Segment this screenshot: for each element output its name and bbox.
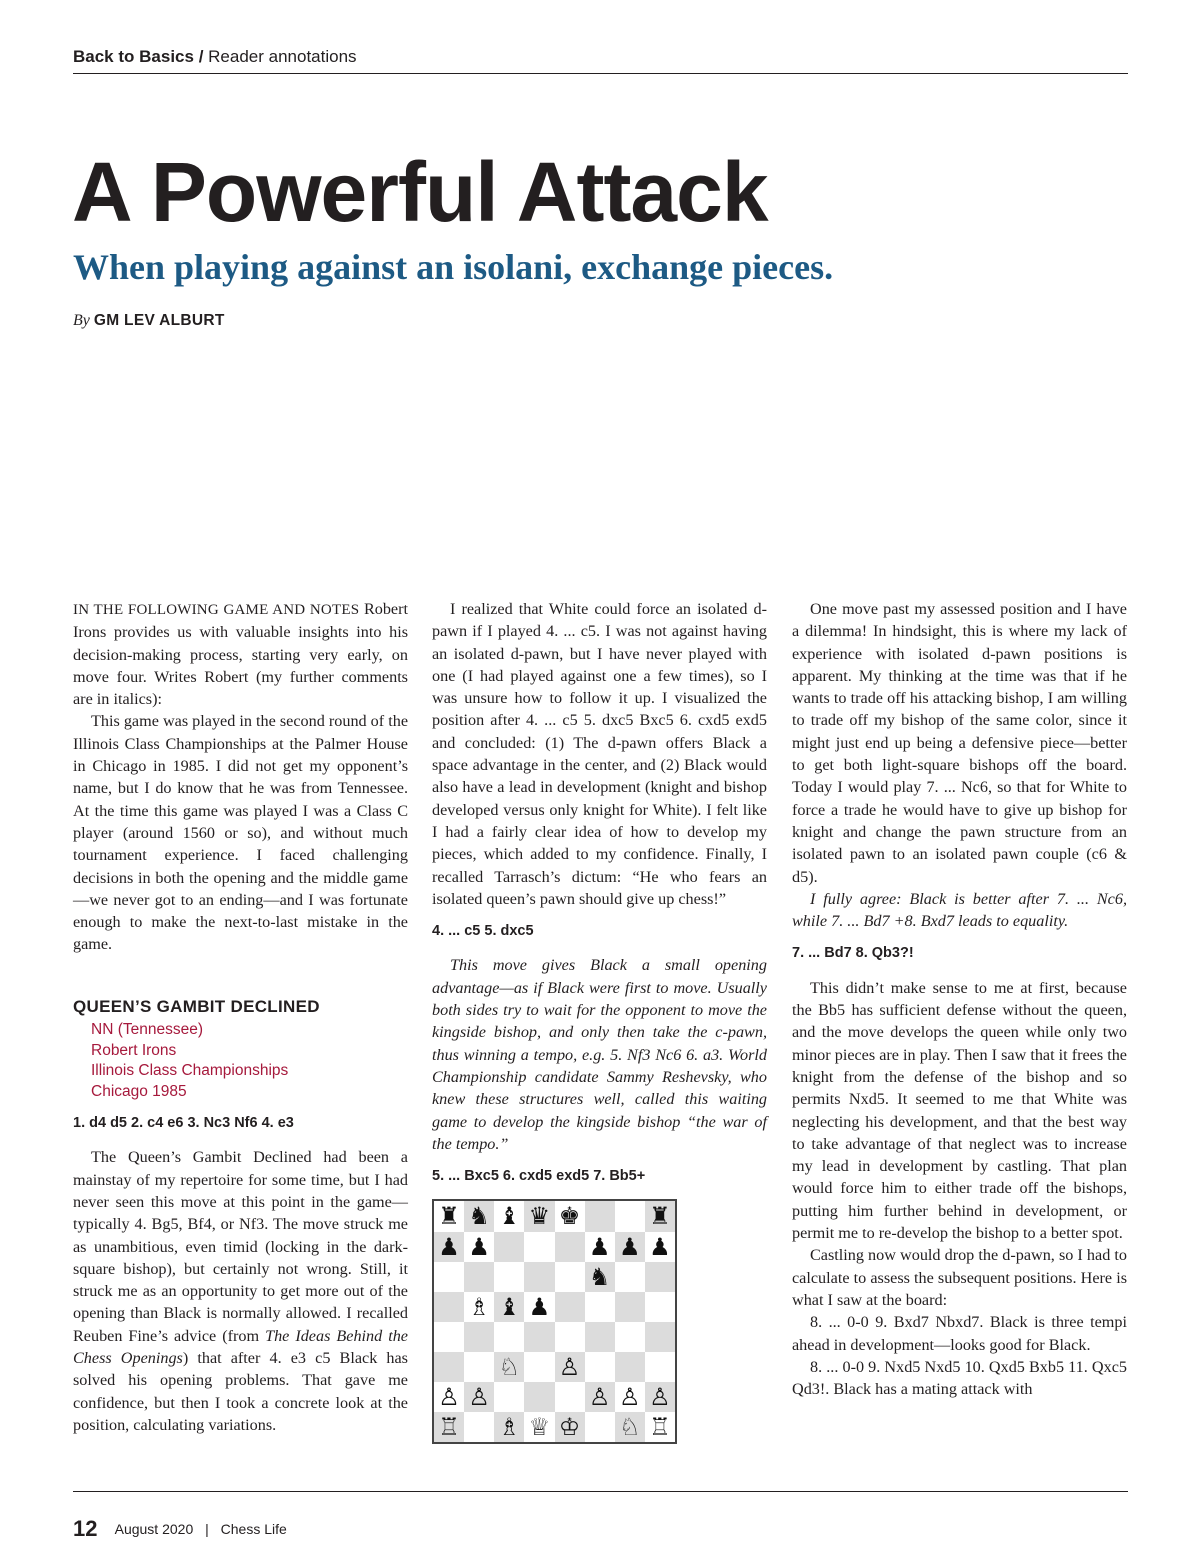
game-info-event: Illinois Class Championships [91,1062,289,1080]
board-square [585,1292,615,1322]
chess-piece-square: ♚ [555,1201,585,1231]
game-heading: QUEEN’S GAMBIT DECLINED [73,996,320,1016]
paragraph [73,598,408,710]
chess-piece-square: ♙ [645,1382,675,1412]
chess-piece-square: ♟ [524,1292,554,1322]
board-square [555,1382,585,1412]
board-square [585,1322,615,1352]
board-square [645,1262,675,1292]
board-square [585,1352,615,1382]
book-title: The Ideas Behind the Chess Openings [73,1326,408,1368]
paragraph: 8. ... 0-0 9. Bxd7 Nbxd7. Black is three tempi ahead in development—looks good for Black. [792,1313,1127,1354]
chess-piece-square: ♟ [615,1232,645,1262]
board-square [494,1232,524,1262]
lead-in-caps: IN THE FOLLOWING GAME AND NOTES [73,602,360,618]
board-square [524,1262,554,1292]
board-square [464,1322,494,1352]
section-slash: / [198,47,204,66]
column-3 [792,598,1127,1400]
chess-piece-square: ♛ [524,1201,554,1231]
paragraph: Castling now would drop the d-pawn, so I had to calculate to assess the subsequent positions. Here is what I saw at the board: [792,1246,1127,1309]
chess-piece-square: ♙ [464,1382,494,1412]
board-square [434,1322,464,1352]
column-1 [73,598,408,1436]
board-square [645,1352,675,1382]
chess-piece-square: ♘ [615,1412,645,1442]
subsection-name: Reader annotations [208,47,357,66]
chess-piece-square: ♗ [494,1412,524,1442]
paragraph-text: The Queen’s Gambit Declined had been a mainstay of my repertoire for some time, but I had never seen this move at this point in the game—typically 4. Bg5, Bf4, or Nf3. The move struck me as unambitious, even timid (locking in the dark-square bishop), but certainly not wrong. Still, it struck me as an opportunity to get more out of the opening than Black is normally allowed. I recalled Reuben Fine’s advice (from [73,1148,408,1345]
page-footer [73,1516,287,1542]
section-header [73,47,1128,74]
board-square [524,1322,554,1352]
board-square [645,1322,675,1352]
board-square [555,1322,585,1352]
paragraph-text: Robert Irons provides us with valuable insights into his decision-making process, starting very early, on move four. Writes Robert (my further comments are in italics): [73,600,409,709]
board-square [555,1292,585,1322]
chess-piece-square: ♟ [585,1232,615,1262]
annotation-paragraph: This move gives Black a small opening advantage—as if Black were first to move. Usually both sides try to wait for the opponent to move the kingside bishop, and only then take the c-pawn, thus winning a tempo, e.g. 5. Nf3 Nc6 6. a3. World Championship candidate Sammy Reshevsky, who knew these structures well, called this waiting game to develop the kingside bishop “the war of the tempo.” [432,956,767,1153]
chess-piece-square: ♘ [494,1352,524,1382]
paragraph: I realized that White could force an isolated d-pawn if I played 4. ... c5. I was not against having an isolated d-pawn, but I have never played with one (I had played against one a few times), so I was unsure how to follow it up. I visualized the position after 4. ... c5 5. dxc5 Bxc5 6. cxd5 exd5 and concluded: (1) The d-pawn offers Black a space advantage in the center, and (2) Black would also have a lead in development (knight and bishop developed versus only knight for White). I felt like I had a fairly clear idea of how to develop my pieces, which added to my confidence. Finally, I recalled Tarrasch’s dictum: “He who fears an isolated queen’s pawn should give up chess!” [432,600,767,908]
chess-piece-square: ♟ [645,1232,675,1262]
board-square [434,1262,464,1292]
board-square [585,1201,615,1231]
chess-piece-square: ♝ [494,1292,524,1322]
board-square [585,1412,615,1442]
byline-by: By [73,312,90,329]
board-square [524,1232,554,1262]
chess-piece-square: ♟ [464,1232,494,1262]
move-line: 5. ... Bxc5 6. cxd5 exd5 7. Bb5+ [432,1168,646,1185]
paragraph: One move past my assessed position and I have a dilemma! In hindsight, this is where my lack of experience with isolated d-pawn positions is apparent. My thinking at the time was that if he wants to trade off his attacking bishop, I am willing to trade off my bishop of the same color, since it might just end up being a defensive piece—better to get both light-square bishops off the board. Today I would play 7. ... Nc6, so that for White to force a trade he would have to give up bishop for knight and change the pawn structure from an isolated pawn to an isolated pawn couple (c6 & d5). [792,600,1127,886]
paragraph: 8. ... 0-0 9. Nxd5 Nxd5 10. Qxd5 Bxb5 11. Qxc5 Qd3!. Black has a mating attack with [792,1357,1127,1399]
footer-separator: | [205,1521,209,1537]
paragraph: This didn’t make sense to me at first, because the Bb5 has sufficient defense without the queen, and the move develops the queen while only two minor pieces are in play. Then I saw that it frees the knight from the defense of the bishop and so permits Nxd5. It seemed to me that White was neglecting his development, and that the best way to take advantage of that neglect was to increase my lead in development by castling. That plan would force him to either trade off the bishops, putting him further behind in development, or permit me to re-develop the bishop to a better spot. [792,978,1127,1243]
column-2 [432,598,767,1444]
chess-piece-square: ♞ [585,1262,615,1292]
article-deck: When playing against an isolani, exchange pieces. [73,247,834,287]
byline [73,312,225,330]
chess-piece-square: ♞ [464,1201,494,1231]
paragraph [73,1146,408,1436]
chess-piece-square: ♙ [434,1382,464,1412]
footer-rule [73,1491,1128,1492]
page-number: 12 [73,1516,98,1541]
magazine-name: Chess Life [220,1521,287,1537]
chess-piece-square: ♖ [645,1412,675,1442]
board-square [464,1352,494,1382]
paragraph: This game was played in the second round of the Illinois Class Championships at the Palmer House in Chicago in 1985. I did not get my opponent’s name, but I do know that he was from Tennessee. At the time this game was played I was a Class C player (around 1560 or so), and without much tournament experience. I faced challenging decisions in both the opening and the middle game—we never got to an ending—and I was fortunate enough to make the next-to-last mistake in the game. [73,712,408,954]
chess-piece-square: ♙ [585,1382,615,1412]
chess-piece-square: ♜ [645,1201,675,1231]
chess-piece-square: ♔ [555,1412,585,1442]
board-square [524,1382,554,1412]
chess-piece-square: ♝ [494,1201,524,1231]
board-square [464,1262,494,1292]
board-square [615,1201,645,1231]
board-square [555,1232,585,1262]
move-line: 7. ... Bd7 8. Qb3?! [792,945,914,962]
game-info-white: NN (Tennessee) [91,1021,203,1039]
chess-piece-square: ♟ [434,1232,464,1262]
chess-piece-square: ♗ [464,1292,494,1322]
board-square [434,1292,464,1322]
board-square [494,1322,524,1352]
board-square [615,1352,645,1382]
byline-author: GM LEV ALBURT [93,312,225,329]
board-square [494,1262,524,1292]
board-square [555,1262,585,1292]
chess-piece-square: ♖ [434,1412,464,1442]
chess-piece-square: ♙ [615,1382,645,1412]
chess-piece-square: ♕ [524,1412,554,1442]
article-title: A Powerful Attack [72,145,768,239]
board-square [434,1352,464,1382]
board-square [494,1382,524,1412]
move-line: 1. d4 d5 2. c4 e6 3. Nc3 Nf6 4. e3 [73,1115,294,1132]
chess-piece-square: ♙ [555,1352,585,1382]
game-info-place: Chicago 1985 [91,1082,187,1100]
board-square [615,1322,645,1352]
paragraph-text: ) that after 4. e3 c5 Black has solved his opening problems. That gave me confidence, but then I took a concrete look at the position, calculating variations. [73,1349,408,1434]
move-line: 4. ... c5 5. dxc5 [432,923,534,940]
board-square [615,1262,645,1292]
section-name: Back to Basics [73,47,194,66]
issue-date: August 2020 [114,1521,194,1537]
board-square [615,1292,645,1322]
board-square [524,1352,554,1382]
annotation-paragraph: I fully agree: Black is better after 7. ... Nc6, while 7. ... Bd7 +8. Bxd7 leads to equality. [792,889,1127,931]
chess-board-diagram [432,1199,677,1444]
board-square [645,1292,675,1322]
chess-piece-square: ♜ [434,1201,464,1231]
board-square [464,1412,494,1442]
game-info-black: Robert Irons [91,1041,177,1059]
